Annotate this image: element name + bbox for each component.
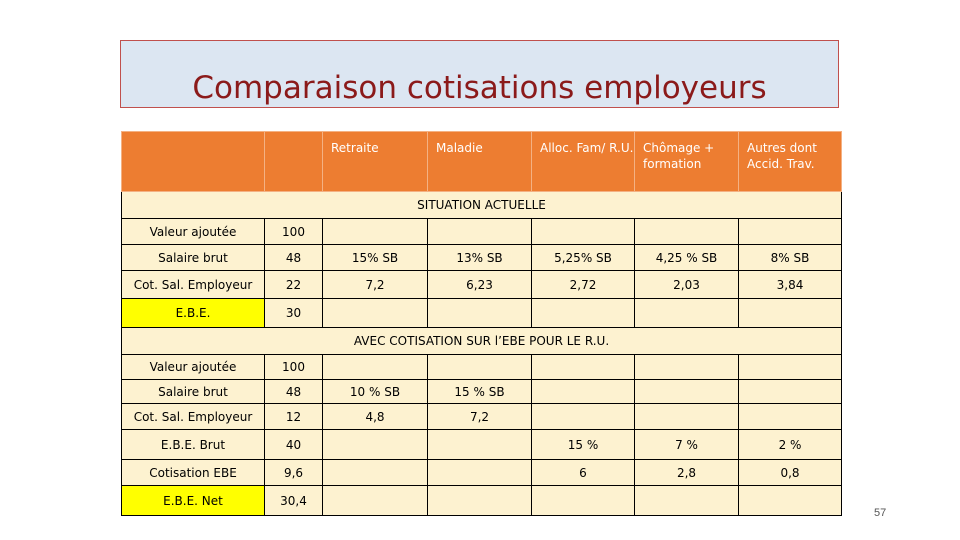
table-cell	[428, 355, 532, 380]
row-label: Cot. Sal. Employeur	[122, 404, 265, 430]
table-cell	[739, 404, 842, 430]
table-cell: 0,8	[739, 460, 842, 486]
section-heading-avec-cotisation: AVEC COTISATION SUR l’EBE POUR LE R.U.	[122, 328, 842, 355]
table-cell	[635, 380, 739, 404]
table-cell	[428, 486, 532, 516]
table-cell	[739, 355, 842, 380]
row-value: 22	[265, 271, 323, 299]
table-cell	[635, 219, 739, 245]
header-cell-chomage: Chômage + formation	[635, 132, 739, 192]
table-cell	[739, 299, 842, 328]
table-cell	[532, 486, 635, 516]
table-cell	[323, 219, 428, 245]
row-label: Cot. Sal. Employeur	[122, 271, 265, 299]
table-cell	[739, 219, 842, 245]
header-cell-blank	[122, 132, 265, 192]
section-heading-situation-actuelle: SITUATION ACTUELLE	[122, 192, 842, 219]
row-label: E.B.E.	[122, 299, 265, 328]
table-cell: 10 % SB	[323, 380, 428, 404]
header-row	[122, 132, 842, 192]
row-label: Cotisation EBE	[122, 460, 265, 486]
table-cell: 2,72	[532, 271, 635, 299]
section-heading-row	[122, 192, 842, 219]
header-cell-alloc: Alloc. Fam/ R.U.	[532, 132, 635, 192]
table-cell	[323, 355, 428, 380]
table-row	[122, 460, 842, 486]
row-value: 9,6	[265, 460, 323, 486]
row-label: Valeur ajoutée	[122, 219, 265, 245]
table-cell: 6	[532, 460, 635, 486]
table-cell	[323, 299, 428, 328]
row-value: 30	[265, 299, 323, 328]
table-cell	[635, 486, 739, 516]
page-number: 57	[874, 507, 887, 519]
table-cell	[428, 219, 532, 245]
section-heading-row	[122, 328, 842, 355]
table-cell	[635, 299, 739, 328]
table-cell	[428, 430, 532, 460]
table-row	[122, 355, 842, 380]
table-cell: 8% SB	[739, 245, 842, 271]
table-cell	[532, 219, 635, 245]
table-cell	[532, 355, 635, 380]
row-value: 48	[265, 245, 323, 271]
table-cell: 2,03	[635, 271, 739, 299]
table-row	[122, 299, 842, 328]
row-label: E.B.E. Net	[122, 486, 265, 516]
header-cell-blank	[265, 132, 323, 192]
table-cell	[532, 380, 635, 404]
table-row	[122, 245, 842, 271]
table-cell	[532, 299, 635, 328]
header-cell-retraite: Retraite	[323, 132, 428, 192]
table-row	[122, 404, 842, 430]
row-label: Salaire brut	[122, 380, 265, 404]
comparison-table	[121, 131, 842, 516]
table-cell: 3,84	[739, 271, 842, 299]
row-label: Salaire brut	[122, 245, 265, 271]
table-cell: 15% SB	[323, 245, 428, 271]
slide-title: Comparaison cotisations employeurs	[192, 70, 767, 106]
table-cell	[323, 486, 428, 516]
table-cell	[635, 404, 739, 430]
row-value: 100	[265, 219, 323, 245]
header-cell-maladie: Maladie	[428, 132, 532, 192]
table-cell	[323, 430, 428, 460]
title-box	[120, 40, 839, 108]
table-cell: 7,2	[323, 271, 428, 299]
row-label: E.B.E. Brut	[122, 430, 265, 460]
row-value: 30,4	[265, 486, 323, 516]
table-cell	[323, 460, 428, 486]
table-row	[122, 380, 842, 404]
table-row	[122, 219, 842, 245]
table-cell: 5,25% SB	[532, 245, 635, 271]
table-cell	[532, 404, 635, 430]
table-cell: 2,8	[635, 460, 739, 486]
table-cell: 7 %	[635, 430, 739, 460]
table-cell: 2 %	[739, 430, 842, 460]
table-row	[122, 486, 842, 516]
table-cell: 15 % SB	[428, 380, 532, 404]
table-cell: 7,2	[428, 404, 532, 430]
table-cell: 6,23	[428, 271, 532, 299]
table-cell	[428, 460, 532, 486]
table-row	[122, 430, 842, 460]
table-cell	[739, 486, 842, 516]
table-cell: 15 %	[532, 430, 635, 460]
table-cell	[635, 355, 739, 380]
table-cell: 4,25 % SB	[635, 245, 739, 271]
row-value: 40	[265, 430, 323, 460]
row-value: 12	[265, 404, 323, 430]
row-label: Valeur ajoutée	[122, 355, 265, 380]
row-value: 48	[265, 380, 323, 404]
header-cell-autres: Autres dont Accid. Trav.	[739, 132, 842, 192]
table-cell	[739, 380, 842, 404]
table-cell	[428, 299, 532, 328]
table-row	[122, 271, 842, 299]
table-cell: 4,8	[323, 404, 428, 430]
table-cell: 13% SB	[428, 245, 532, 271]
row-value: 100	[265, 355, 323, 380]
